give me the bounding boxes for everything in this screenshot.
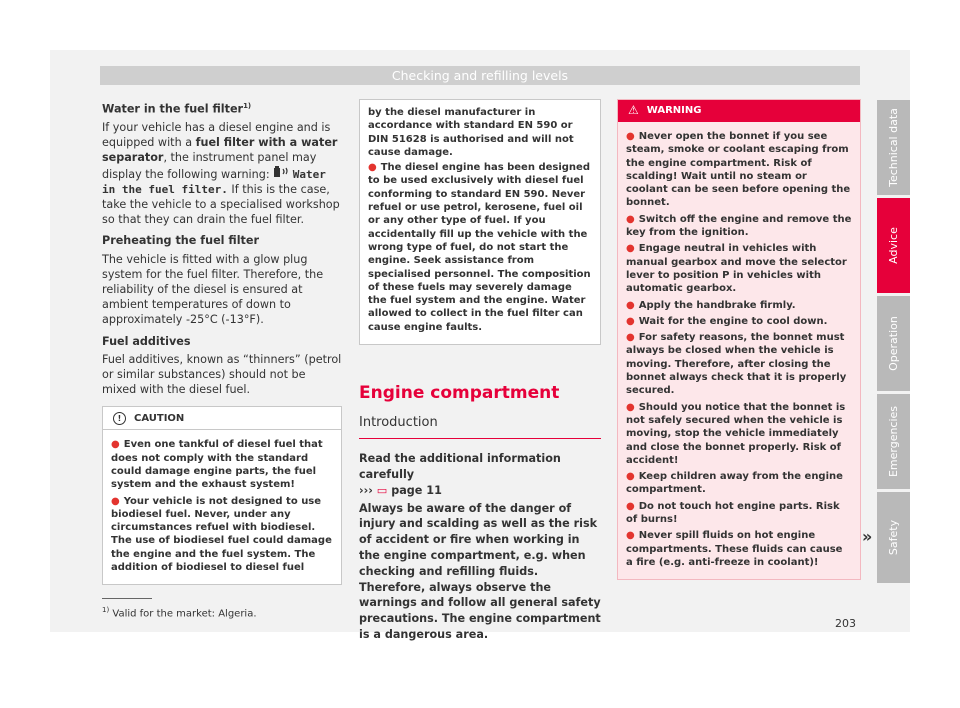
list-item xyxy=(626,299,852,312)
list-item xyxy=(626,529,852,569)
list-item xyxy=(111,438,333,491)
list-item xyxy=(626,213,852,240)
bullet-icon: ● xyxy=(626,315,635,327)
caution-continued-body xyxy=(360,100,600,344)
tab-operation[interactable] xyxy=(877,296,910,391)
list-item-text: The diesel engine has been designed to be used exclusively with diesel fuel conforming to standard EN 590. Never refuel or use petrol, kerosene, fuel oil or any other type of fuel. If you accidentally fill up the vehicle with the wrong type of fuel, do not start the engine. Seek assistance from specialised personnel. The composition of these fuels may severely damage the fuel system and the engine. Water allowed to collect in the fuel filter can cause engine faults. xyxy=(368,162,591,333)
paragraph-preheating: The vehicle is fitted with a glow plug system for the fuel filter. Therefore, the reliability of the diesel is ensured at ambient temperatures of down to approximately -25°C (-13°F). xyxy=(102,252,324,327)
bullet-icon: ● xyxy=(626,530,635,542)
tab-label: Operation xyxy=(887,316,900,371)
list-item xyxy=(626,130,852,210)
tab-safety[interactable] xyxy=(877,492,910,583)
bullet-icon: ● xyxy=(111,495,120,507)
caution-icon: ! xyxy=(113,412,126,425)
column-right xyxy=(617,99,861,580)
bullet-icon: ● xyxy=(626,131,635,142)
list-item xyxy=(626,500,852,527)
list-item-text: Engage neutral in vehicles with manual gearbox and move the selector lever to position P in vehicles with automatic gearbox. xyxy=(626,243,847,295)
list-item-text: Apply the handbrake firmly. xyxy=(638,299,796,311)
tab-technical-data[interactable] xyxy=(877,100,910,195)
text: If your vehicle has a diesel engine and is equipped with a xyxy=(102,120,331,150)
list-item-text: Wait for the engine to cool down. xyxy=(638,315,828,327)
bullet-icon: ● xyxy=(626,332,635,344)
footnote-divider xyxy=(102,598,152,599)
bold-text: fuel filter with a water separator xyxy=(102,136,338,165)
warning-label: WARNING xyxy=(646,105,702,117)
warning-box xyxy=(617,99,861,580)
tab-label: Advice xyxy=(887,227,901,264)
list-item xyxy=(626,315,852,328)
list-item-text: Never spill fluids on hot engine compartments. These fluids can cause a fire (e.g. anti-freeze in coolant)! xyxy=(626,530,843,568)
heading-preheating: Preheating the fuel filter xyxy=(102,234,259,248)
warning-triangle-icon: ⚠ xyxy=(628,103,639,118)
bullet-icon: ● xyxy=(368,162,377,174)
page-link[interactable]: page 11 xyxy=(391,483,442,497)
arrow-icon: ››› xyxy=(359,483,373,497)
list-item xyxy=(626,331,852,397)
read-more-line xyxy=(359,451,601,498)
list-item-text: For safety reasons, the bonnet must always be closed when the vehicle is moving. Therefore, after closing the bonnet always check that it is properly secured. xyxy=(626,332,847,397)
list-item-text: Keep children away from the engine compartment. xyxy=(626,471,843,496)
list-item-text: Do not touch hot engine parts. Risk of burns! xyxy=(626,500,840,526)
list-item-text: Your vehicle is not designed to use biodiesel fuel. Never, under any circumstances refuel with biodiesel. The use of biodiesel fuel could damage the engine and the fuel system. The addition of biodiesel to diesel fuel xyxy=(111,495,332,574)
caution-box-continued xyxy=(359,99,601,345)
bullet-icon: ● xyxy=(626,299,635,311)
bullet-icon: ● xyxy=(111,439,120,451)
tab-advice[interactable] xyxy=(877,198,910,293)
tab-label: Technical data xyxy=(887,108,901,187)
text: If this is the case, take the vehicle to a specialised workshop so that they can drain the fuel filter. xyxy=(102,182,340,227)
paragraph-fuel-additives: Fuel additives, known as “thinners” (petrol or similar substances) should not be mixed with the diesel fuel. xyxy=(102,352,342,397)
heading-text: Water in the fuel filter xyxy=(102,102,244,116)
text: , the instrument panel may display the following warning: xyxy=(102,151,317,181)
page-number: 203 xyxy=(835,617,856,630)
bullet-icon: ● xyxy=(626,213,635,225)
heading-water-in-fuel-filter xyxy=(102,99,342,117)
tab-label: Safety xyxy=(887,519,900,556)
warning-header xyxy=(618,100,860,122)
intro-text xyxy=(359,451,601,643)
list-item xyxy=(626,401,852,467)
tab-label: Emergencies xyxy=(887,405,900,478)
bullet-icon: ● xyxy=(626,500,635,512)
caution-continued-text: by the diesel manufacturer in accordance with standard EN 590 or DIN 51628 is authorised and will not cause damage. xyxy=(368,107,574,158)
caution-header xyxy=(103,407,341,430)
bullet-icon: ● xyxy=(626,471,635,483)
list-item xyxy=(368,161,592,334)
list-item-text: Even one tankful of diesel fuel that does not comply with the standard could damage engine parts, the fuel system and the exhaust system! xyxy=(111,439,323,491)
list-item xyxy=(111,495,333,575)
continue-mark: » xyxy=(862,527,873,546)
caution-box xyxy=(102,406,342,585)
tab-emergencies[interactable] xyxy=(877,394,910,489)
intro-paragraph: Always be aware of the danger of injury and scalding as well as the risk of accident or fire when working in the engine compartment, e.g. when checking and refilling fluids. Therefore, always observe the warnings and follow all general safety precautions. The engine compartment is a dangerous area. xyxy=(359,501,601,642)
read-more-text: Read the additional information carefully xyxy=(359,452,561,482)
bullet-icon: ● xyxy=(626,401,635,413)
page-header: Checking and refilling levels xyxy=(100,66,860,85)
column-left xyxy=(102,99,342,585)
heading-fuel-additives: Fuel additives xyxy=(102,334,191,348)
section-subtitle: Introduction xyxy=(359,415,601,439)
footnote-text: Valid for the market: Algeria. xyxy=(112,608,257,620)
bullet-icon: ● xyxy=(626,243,635,255)
caution-body xyxy=(103,430,341,584)
book-icon: ▭ xyxy=(376,483,388,497)
paragraph-water-filter xyxy=(102,120,342,227)
caution-label: CAUTION xyxy=(134,412,185,424)
section-title: Engine compartment xyxy=(359,383,560,404)
footnote xyxy=(102,606,257,619)
list-item xyxy=(626,242,852,295)
list-item-text: Should you notice that the bonnet is not safely secured when the vehicle is moving, stop the vehicle immediately and close the bonnet properly. Risk of accident! xyxy=(626,401,846,466)
footnote-mark: 1) xyxy=(102,606,110,614)
footnote-ref: 1) xyxy=(243,102,252,110)
fuel-filter-warning-icon xyxy=(273,168,293,181)
warning-message: Water in the fuel filter. xyxy=(102,167,326,196)
list-item-text: Switch off the engine and remove the key from the ignition. xyxy=(626,213,852,239)
column-middle xyxy=(359,99,601,643)
warning-body xyxy=(618,122,860,579)
list-item xyxy=(626,470,852,497)
list-item-text: Never open the bonnet if you see steam, smoke or coolant escaping from the engine compartment. Risk of scalding! Wait until no steam or coolant can be seen before opening the bonnet. xyxy=(626,131,851,209)
